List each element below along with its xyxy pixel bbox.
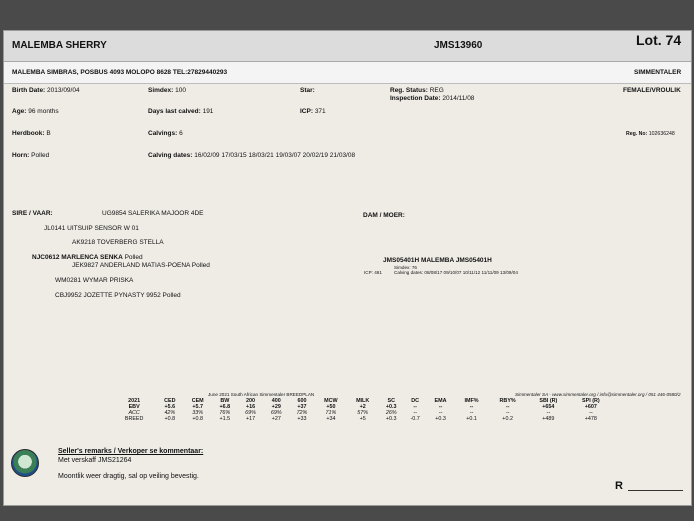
icp: ICP: 371 <box>300 108 326 115</box>
simdex: Simdex: 100 <box>148 87 186 94</box>
breedplan-cell: -- <box>469 404 474 410</box>
breed-avg-row <box>112 416 612 422</box>
breedplan-cell: DC <box>411 398 420 404</box>
header-bar <box>4 31 691 62</box>
remarks-line-2: Moontlik weer dragtig, sal op veiling bevestig. <box>58 473 199 480</box>
breedplan-cell: 400 <box>271 398 281 404</box>
sire-name: UG9854 SALERIKA MAJOOR 4DE <box>102 210 204 217</box>
age: Age: 96 months <box>12 108 59 115</box>
sire-sire-dam: AK9218 TOVERBERG STELLA <box>72 239 164 246</box>
breedplan-cell: EMA <box>434 398 447 404</box>
breedplan-cell: +654 <box>542 404 555 410</box>
breedplan-cell: +1.5 <box>219 416 231 422</box>
breedplan-cell: -- <box>546 410 551 416</box>
birth-date: Birth Date: 2013/09/04 <box>12 87 80 94</box>
breedplan-cell: +0.8 <box>164 416 176 422</box>
breedplan-cell: BREED <box>124 416 144 422</box>
owner-line: MALEMBA SIMBRAS, POSBUS 4093 MOLOPO 8628 TEL:27829440293 <box>12 69 228 76</box>
breedplan-cell: EBV <box>128 404 140 410</box>
sire-label: SIRE / VAAR: <box>12 210 53 217</box>
breedplan-cell: +33 <box>297 416 307 422</box>
breedplan-cell: SPI (R) <box>582 398 600 404</box>
breedplan-cell: MCW <box>324 398 338 404</box>
dam-label: DAM / MOER: <box>363 212 405 219</box>
breedplan-cell: -- <box>413 404 417 410</box>
breedplan-cell: MILK <box>356 398 370 404</box>
breedplan-cell: SBI (R) <box>539 398 558 404</box>
breedplan-cell: +37 <box>297 404 307 410</box>
breedplan-cell: -- <box>505 404 510 410</box>
breedplan-cell: +6.8 <box>219 404 231 410</box>
breedplan-cell: +0.3 <box>385 404 397 410</box>
society-logo-icon <box>11 449 39 477</box>
breedplan-cell: +34 <box>326 416 336 422</box>
inspection-date: Inspection Date: 2014/11/08 <box>390 95 475 102</box>
breedplan-cell: +17 <box>245 416 256 422</box>
dam-simdex: Simdex: 76 <box>394 265 417 270</box>
lot-number: Lot. 74 <box>636 32 682 48</box>
breedplan-cell: +50 <box>326 404 336 410</box>
breedplan-cell: -- <box>589 410 593 416</box>
breedplan-cell: 69% <box>245 410 256 416</box>
price-line <box>628 490 683 491</box>
breedplan-cell: +0.1 <box>466 416 477 422</box>
breedplan-cell: ACC <box>128 410 140 416</box>
breedplan-cell: 600 <box>297 398 307 404</box>
dam-calving-dates: Calving dates: 08/08/17 09/10/07 10/11/12 11/11/09 13/09/04 <box>394 270 518 275</box>
dam-icp: ICP: 461 <box>364 270 382 275</box>
breedplan-cell: BW <box>220 398 230 404</box>
remarks-title: Seller's remarks / Verkoper se kommentaar: <box>58 448 204 455</box>
sire-dam-sire: JEK9827 ANDERLAND MATIAS-POENA Polled <box>72 262 210 269</box>
days-last-calved: Days last calved: 191 <box>148 108 214 115</box>
breedplan-cell: +0.2 <box>502 416 513 422</box>
breedplan-cell: IMF% <box>464 398 479 404</box>
breedplan-cell: -0.7 <box>410 416 420 422</box>
horn: Horn: Polled <box>12 152 50 159</box>
breed-label: SIMMENTALER <box>634 69 682 76</box>
reg-no: Reg. No: 102636248 <box>626 131 675 137</box>
breedplan-cell: 72% <box>296 410 308 416</box>
breedplan-cell: +27 <box>271 416 281 422</box>
reg-status: Reg. Status: REG <box>390 87 444 94</box>
breedplan-cell: -- <box>413 410 417 416</box>
sire-dam-dam: WM0281 WYMAR PRISKA <box>55 277 134 284</box>
breedplan-title: June 2021 South African Simmentaler BREEDPLAN <box>208 392 315 397</box>
breedplan-cell: CED <box>164 398 176 404</box>
breedplan-cell: +16 <box>245 404 256 410</box>
breedplan-cell: 200 <box>246 398 256 404</box>
breedplan-cell: 69% <box>270 410 282 416</box>
breedplan-cell: 2021 <box>128 398 141 404</box>
remarks-line-1: Met verskaff JMS21264 <box>58 457 132 464</box>
breedplan-cell: +5 <box>359 416 366 422</box>
breedplan-source: Simmentaler SA - www.simmentaler.org / info@simmentaler.org / 051 446-0580/2 <box>515 392 681 397</box>
breedplan-cell: 57% <box>357 410 369 416</box>
breedplan-table <box>112 398 612 422</box>
sex: FEMALE/VROULIK <box>623 87 681 94</box>
breedplan-cell: +478 <box>584 416 597 422</box>
sire-dam-dam-dam: CBJ9952 JOZETTE PYNASTY 9952 Polled <box>55 292 181 299</box>
herdbook: Herdbook: B <box>12 130 51 137</box>
breedplan-cell: SC <box>387 398 395 404</box>
breedplan-cell: +29 <box>271 404 281 410</box>
breedplan-cell: +607 <box>584 404 597 410</box>
animal-id-code: JMS13960 <box>434 40 483 51</box>
star-label: Star: <box>300 87 315 94</box>
breedplan-cell: -- <box>438 410 443 416</box>
lot-sheet <box>3 30 692 506</box>
breedplan-cell: 26% <box>385 410 397 416</box>
animal-name: MALEMBA SHERRY <box>12 40 107 51</box>
calvings: Calvings: 6 <box>148 130 183 137</box>
sire-sire: JL0141 UITSUIP SENSOR W 01 <box>44 225 139 232</box>
breedplan-cell: +0.3 <box>435 416 446 422</box>
owner-row <box>4 62 691 84</box>
calving-dates: Calving dates: 16/02/09 17/03/15 18/03/21 19/03/07 20/02/19 21/03/08 <box>148 152 356 159</box>
breedplan-cell: CEM <box>191 398 204 404</box>
price-label: R <box>615 480 623 492</box>
breedplan-cell: +0.8 <box>192 416 203 422</box>
sire-dam: NJC0612 MARLENCA SENKA Polled <box>32 254 143 261</box>
breedplan-cell: +489 <box>542 416 555 422</box>
breedplan-cell: 42% <box>164 410 176 416</box>
breedplan-cell: +5.6 <box>164 404 176 410</box>
breedplan-cell: RBY% <box>499 398 516 404</box>
breedplan-cell: -- <box>505 410 510 416</box>
breedplan-cell: +2 <box>359 404 366 410</box>
breedplan-cell: -- <box>469 410 474 416</box>
breedplan-cell: 76% <box>219 410 231 416</box>
breedplan-cell: 33% <box>192 410 204 416</box>
breedplan-cell: +0.3 <box>385 416 397 422</box>
dam-name: JMS05401H MALEMBA JMS05401H <box>383 257 492 264</box>
breedplan-cell: 71% <box>325 410 337 416</box>
breedplan-cell: -- <box>438 404 443 410</box>
breedplan-cell: +5.7 <box>192 404 203 410</box>
